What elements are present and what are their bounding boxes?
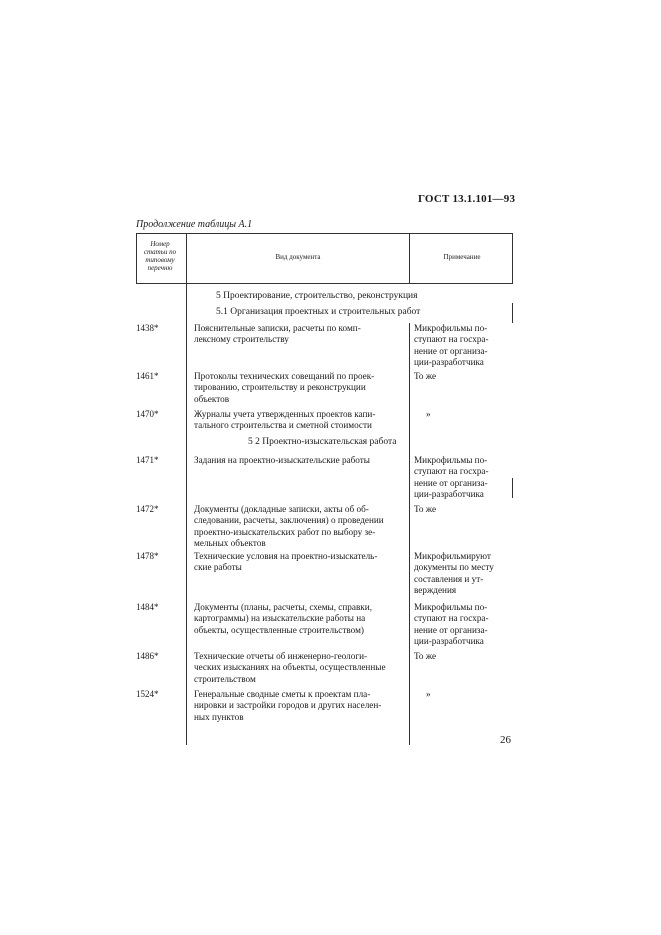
row-note-line: ции-разработчика	[414, 489, 484, 500]
row-note-line: То же	[414, 504, 437, 514]
section-heading: 5 Проектирование, строительство, реконструкция	[216, 291, 418, 301]
row-number: 1438*	[136, 323, 159, 333]
row-document-line: строительством	[194, 673, 256, 684]
row-note-line: ступают на госхра-	[414, 613, 489, 624]
row-number: 1461*	[136, 371, 159, 381]
row-document-line: объектов	[194, 393, 230, 404]
row-document	[194, 602, 406, 636]
row-note	[426, 689, 524, 700]
row-note	[414, 651, 512, 662]
row-document-line: ческих изысканиях на объекты, осуществленные	[194, 662, 386, 673]
column-header-number-line: Номер	[150, 240, 170, 248]
column-divider-right-lower	[512, 303, 513, 323]
row-note	[414, 371, 512, 382]
row-note-line: То же	[414, 651, 437, 661]
row-note-line: Микрофильмы по-	[414, 455, 488, 465]
column-divider-right-lower-2	[512, 478, 513, 498]
row-note-line: документы по месту	[414, 562, 494, 573]
row-note-line: ступают на госхра-	[414, 466, 489, 477]
row-number: 1524*	[136, 689, 159, 699]
column-header-number-line: перечню	[147, 264, 173, 272]
column-header-number-line: типовому	[145, 256, 175, 264]
row-note-line: ции-разработчика	[414, 357, 484, 368]
row-number: 1472*	[136, 504, 159, 514]
row-document	[194, 689, 406, 723]
row-document-line: картограммы) на изыскательские работы на	[194, 613, 366, 624]
row-number: 1478*	[136, 551, 159, 561]
row-note-line: То же	[414, 371, 437, 381]
row-note-line: составления и ут-	[414, 573, 484, 584]
row-note	[414, 323, 512, 369]
row-document	[194, 323, 406, 346]
row-document-line: ские работы	[194, 562, 242, 573]
row-document-line: Генеральные сводные сметы к проектам пла-	[194, 689, 371, 699]
column-divider-number	[186, 233, 187, 745]
row-document-line: Технические условия на проектно-изыскатель-	[194, 551, 378, 561]
row-document-line: Документы (докладные записки, акты об об-	[194, 504, 369, 514]
row-document	[194, 455, 406, 466]
row-document	[194, 651, 406, 685]
row-document-line: тального строительства и сметной стоимости	[194, 420, 372, 431]
column-divider-note-lower	[409, 323, 410, 745]
column-header-number-line: статьи по	[143, 248, 177, 256]
row-note-line: верждения	[414, 585, 457, 596]
row-note-line: нение от организа-	[414, 624, 488, 635]
row-document-line: Протоколы технических совещаний по проек-	[194, 371, 375, 381]
section-heading: 5.1 Организация проектных и строительных работ	[216, 307, 421, 317]
row-document-line: Документы (планы, расчеты, схемы, справки,	[194, 602, 372, 612]
row-document	[194, 504, 406, 550]
row-document-line: лексному строительству	[194, 334, 289, 345]
row-number: 1470*	[136, 409, 159, 419]
row-document-line: мельных объектов	[194, 538, 266, 549]
table-top-rule	[136, 233, 513, 234]
row-document	[194, 409, 406, 432]
row-note	[426, 409, 524, 420]
row-note	[414, 455, 512, 501]
row-note-line: »	[426, 689, 431, 699]
column-divider-note	[409, 233, 410, 283]
row-note-line: »	[426, 409, 431, 419]
row-document-line: ных пунктов	[194, 711, 244, 722]
column-header-number	[138, 240, 182, 272]
row-document-line: проектно-изыскательских работ по выбору зе-	[194, 526, 376, 537]
column-header-document: Вид документа	[275, 253, 321, 261]
row-document-line: нировки и застройки городов и других населен-	[194, 700, 382, 711]
column-header-note: Примечание	[443, 253, 481, 261]
section-heading: 5 2 Проектно-изыскательская работа	[248, 437, 397, 447]
row-number: 1486*	[136, 651, 159, 661]
page-number: 26	[500, 734, 511, 746]
row-document-line: Пояснительные записки, расчеты по комп-	[194, 323, 361, 333]
row-document-line: следовании, расчеты, заключения) о проведении	[194, 515, 384, 526]
row-note	[414, 602, 512, 648]
row-document-line: Задания на проектно-изыскательские работы	[194, 455, 370, 465]
row-document	[194, 551, 406, 574]
row-note-line: Микрофильмируют	[414, 551, 491, 561]
row-document-line: Журналы учета утвержденных проектов капи-	[194, 409, 376, 419]
row-document-line: Технические отчеты об инженерно-геологи-	[194, 651, 368, 661]
row-note-line: ции-разработчика	[414, 636, 484, 647]
row-note-line: нение от организа-	[414, 345, 488, 356]
row-note-line: ступают на госхра-	[414, 334, 489, 345]
row-document-line: тированию, строительству и реконструкции	[194, 382, 366, 393]
document-code: ГОСТ 13.1.101—93	[418, 193, 516, 205]
header-bottom-rule	[136, 283, 513, 284]
row-document	[194, 371, 406, 405]
row-note-line: Микрофильмы по-	[414, 602, 488, 612]
document-table	[136, 233, 513, 745]
table-caption: Продолжение таблицы А.1	[136, 219, 253, 230]
row-note	[414, 504, 512, 515]
row-note	[414, 551, 512, 597]
row-number: 1484*	[136, 602, 159, 612]
row-note-line: нение от организа-	[414, 477, 488, 488]
row-document-line: объекты, осуществленные строительством)	[194, 624, 364, 635]
row-number: 1471*	[136, 455, 159, 465]
row-note-line: Микрофильмы по-	[414, 323, 488, 333]
column-divider-left	[136, 233, 137, 283]
